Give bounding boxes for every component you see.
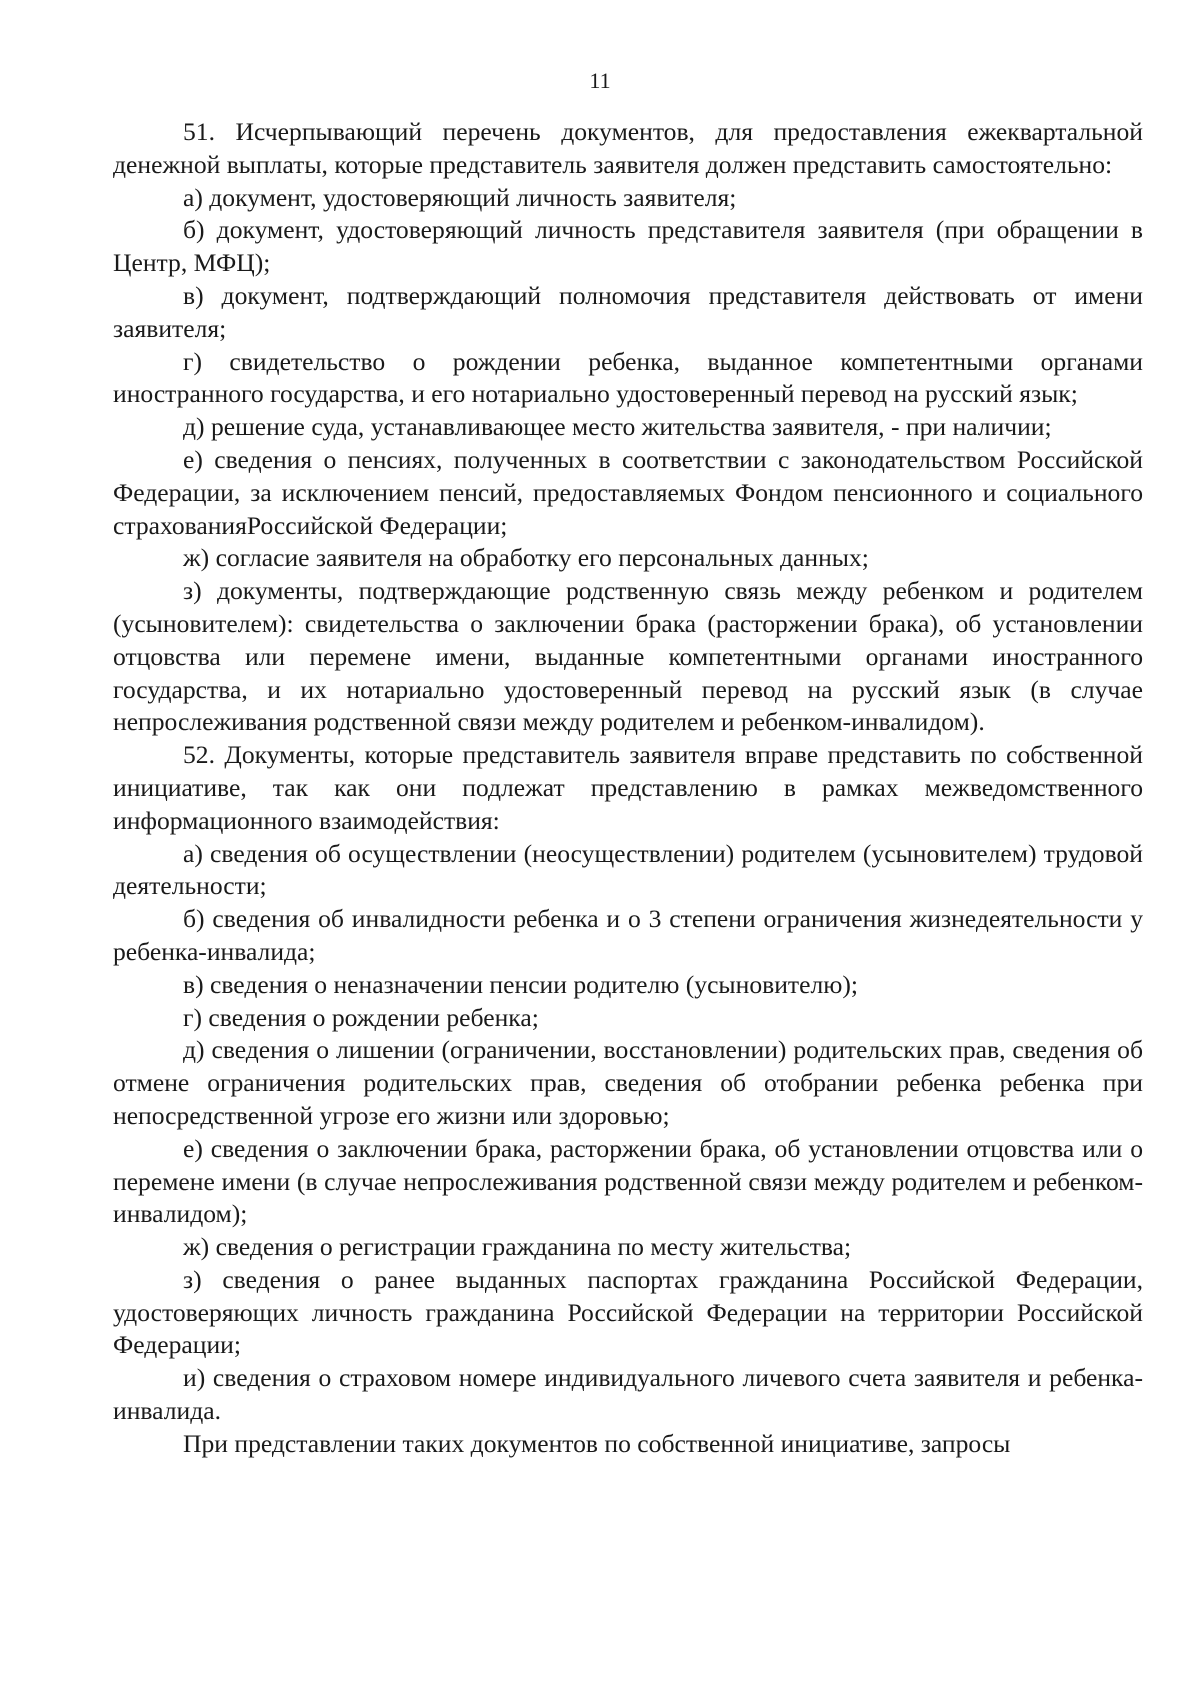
list-item: г) сведения о рождении ребенка; (183, 1002, 539, 1032)
list-item: ж) сведения о регистрации гражданина по месту жительства; (183, 1232, 852, 1262)
list-item: д) решение суда, устанавливающее место жительства заявителя, - при наличии; (183, 412, 1052, 442)
list-item: з) сведения о ранее выданных паспортах гражданина Российской Федерации, удостоверяющих личность гражданина Российской Федерации на территории Российской Федерации; (113, 1264, 1143, 1360)
list-item: д) сведения о лишении (ограничении, восстановлении) родительских прав, сведения об отмене ограничения родительских прав, сведения об отобрании ребенка ребенка при непосредственной угрозе его жизни или здоровью; (113, 1035, 1143, 1130)
list-item: б) документ, удостоверяющий личность представителя заявителя (при обращении в Центр, МФЦ); (113, 215, 1143, 278)
list-item: а) документ, удостоверяющий личность заявителя; (183, 182, 737, 212)
list-item: и) сведения о страховом номере индивидуального личевого счета заявителя и ребенка-инвалида. (113, 1363, 1143, 1426)
list-item: в) сведения о неназначении пенсии родителю (усыновителю); (183, 969, 858, 999)
list-item: в) документ, подтверждающий полномочия представителя действовать от имени заявителя; (113, 280, 1143, 343)
list-item: ж) согласие заявителя на обработку его персональных данных; (183, 543, 869, 573)
list-item: а) сведения об осуществлении (неосуществлении) родителем (усыновителем) трудовой деятельности; (113, 838, 1143, 901)
document-body (113, 116, 1143, 1461)
list-item: з) документы, подтверждающие родственную связь между ребенком и родителем (усыновителем): свидетельства о заключении брака (расторжении брака), об установлении отцовства или перемене имени, выданные компетентными органами иностранного государства, и их нотариально удостоверенный перевод на русский язык (в случае непрослеживания родственной связи между родителем и ребенком-инвалидом). (113, 576, 1143, 737)
list-item: б) сведения об инвалидности ребенка и о 3 степени ограничения жизнедеятельности у ребенка-инвалида; (113, 904, 1143, 966)
list-item: е) сведения о пенсиях, полученных в соответствии с законодательством Российской Федерации, за исключением пенсий, предоставляемых Фондом пенсионного и социального страхованияРоссийской Федерации; (113, 444, 1143, 540)
list-item: е) сведения о заключении брака, расторжении брака, об установлении отцовства или о перемене имени (в случае непрослеживания родственной связи между родителем и ребенком-инвалидом); (113, 1133, 1143, 1229)
paragraph-51-intro: 51. Исчерпывающий перечень документов, для предоставления ежеквартальной денежной выплаты, которые представитель заявителя должен представить самостоятельно: (113, 117, 1143, 179)
closing-paragraph: При представлении таких документов по собственной инициативе, запросы (183, 1428, 1011, 1458)
list-item: г) свидетельство о рождении ребенка, выданное компетентными органами иностранного государства, и его нотариально удостоверенный перевод на русский язык; (113, 346, 1143, 409)
page-number: 11 (589, 68, 611, 93)
paragraph-52-intro: 52. Документы, которые представитель заявителя вправе представить по собственной инициативе, так как они подлежат представлению в рамках межведомственного информационного взаимодействия: (113, 740, 1143, 835)
